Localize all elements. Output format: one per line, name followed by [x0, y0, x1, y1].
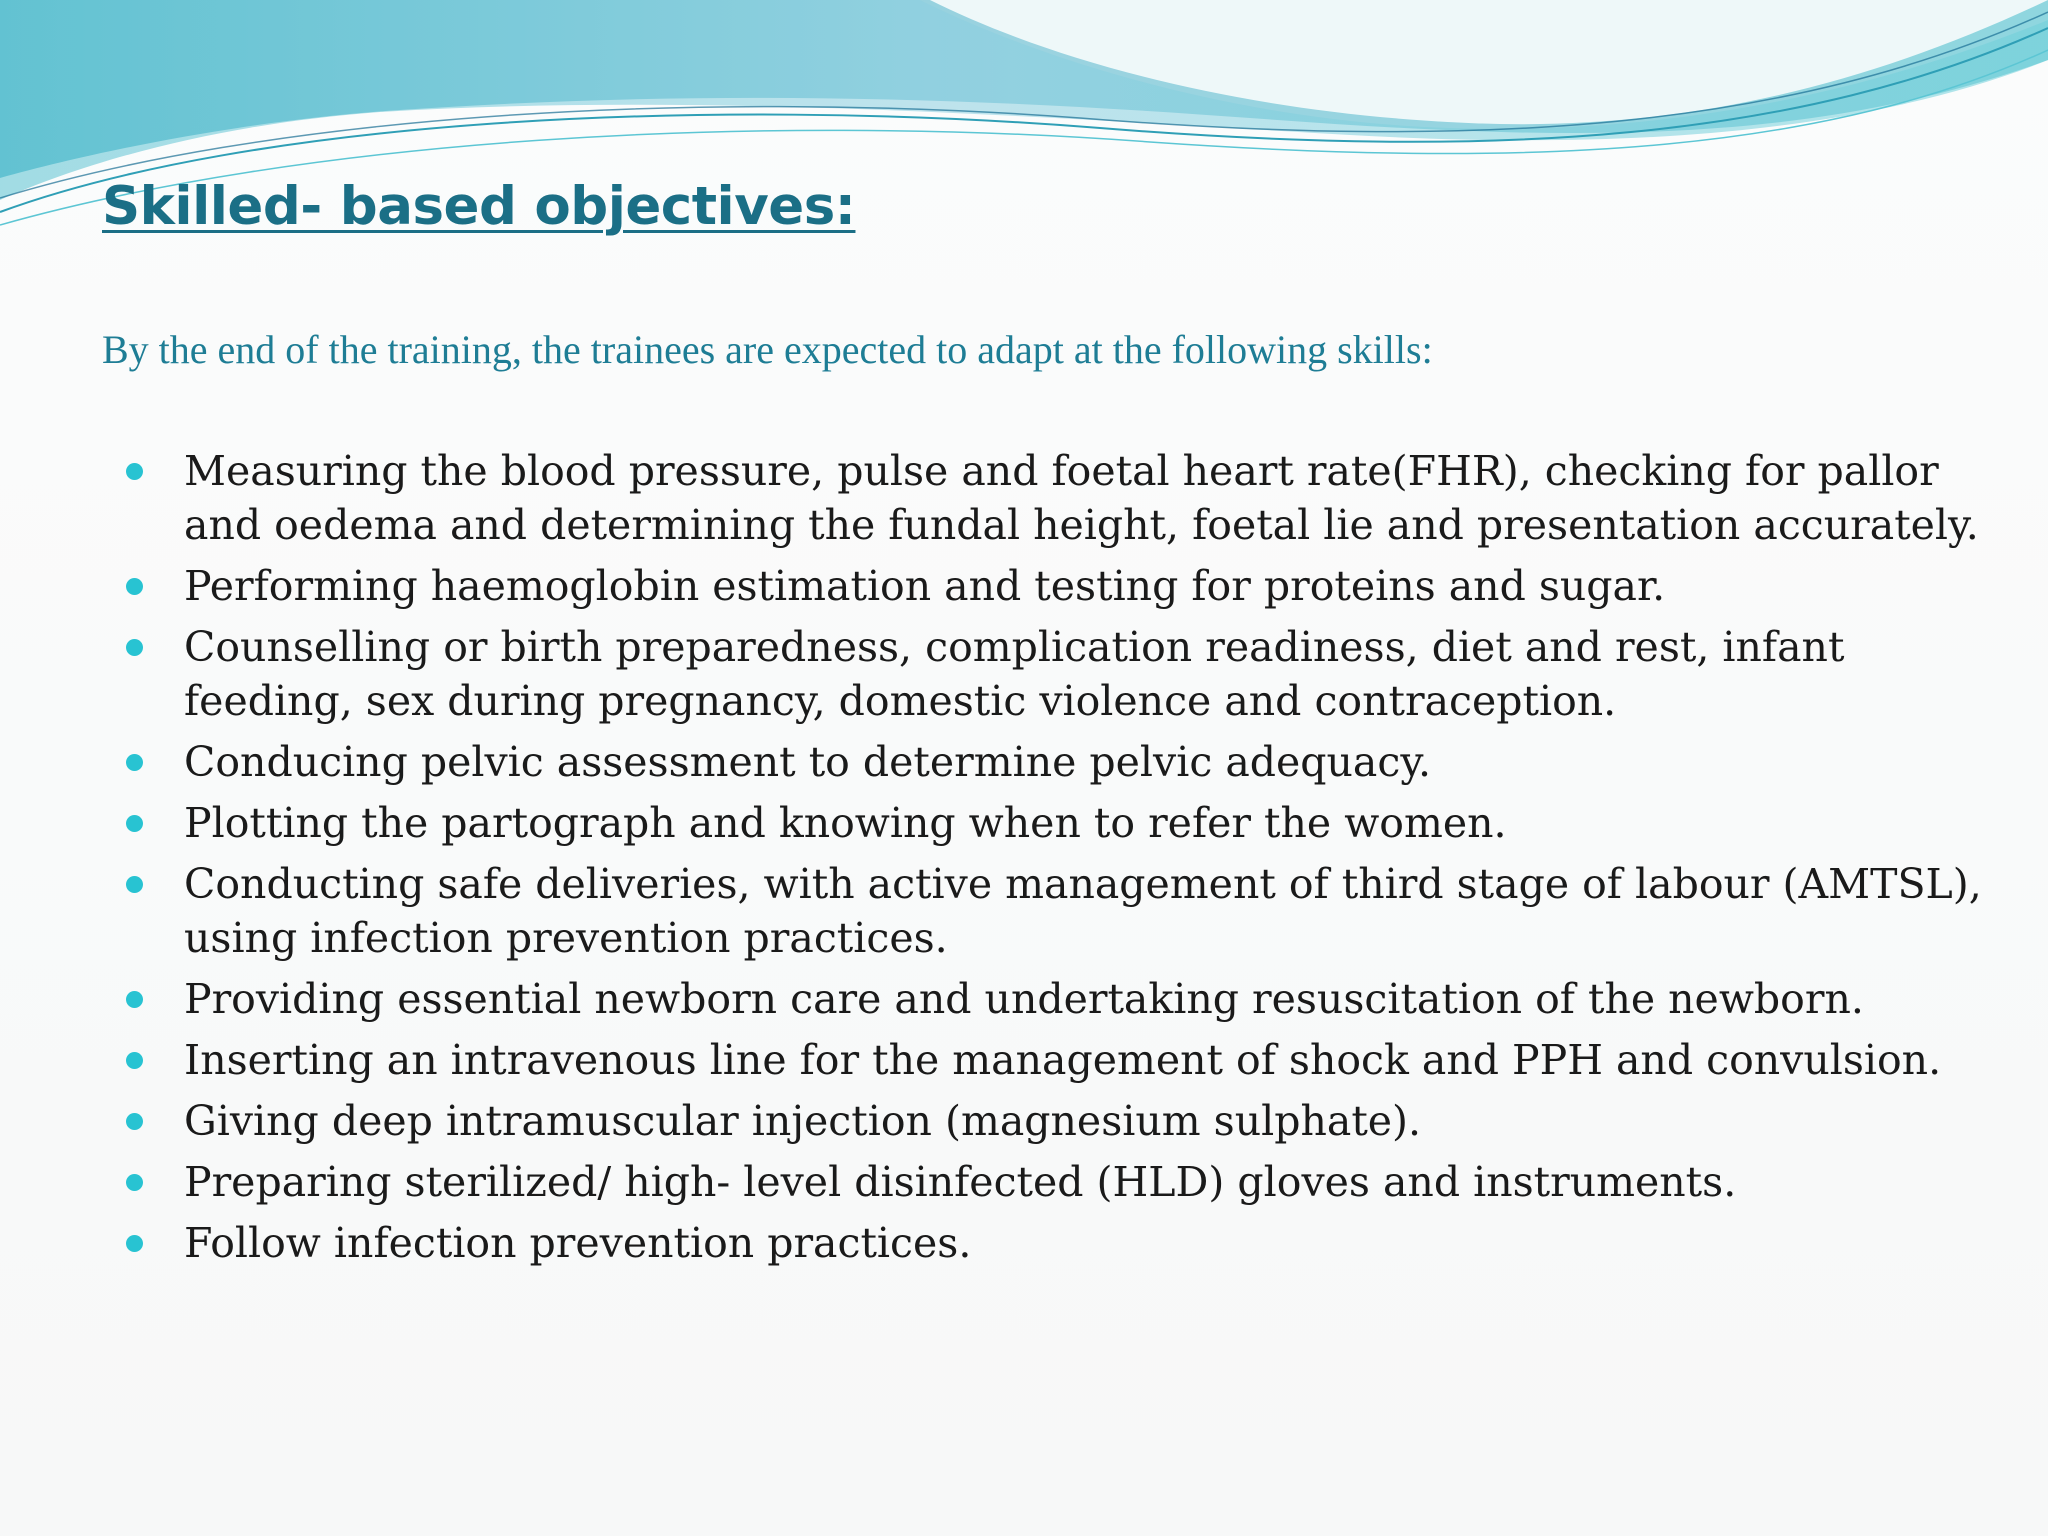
skill-text: Performing haemoglobin estimation and testing for proteins and sugar.: [184, 562, 1666, 610]
skill-text: Plotting the partograph and knowing when to refer the women.: [184, 799, 1507, 847]
bullet-dot-icon: [126, 1235, 143, 1252]
skill-item-11: [120, 1216, 2000, 1270]
skill-item-7: [120, 972, 2000, 1026]
bullet-dot-icon: [126, 578, 143, 595]
bullet-dot-icon: [126, 815, 143, 832]
bullet-dot-icon: [126, 754, 143, 771]
skill-text: Giving deep intramuscular injection (magnesium sulphate).: [184, 1097, 1422, 1145]
skill-text: Providing essential newborn care and undertaking resuscitation of the newborn.: [184, 975, 1864, 1023]
skill-item-5: [120, 796, 2000, 850]
bullet-dot-icon: [126, 876, 143, 893]
bullet-dot-icon: [126, 1174, 143, 1191]
skill-item-4: [120, 735, 2000, 789]
skill-item-9: [120, 1094, 2000, 1148]
skill-text: Follow infection prevention practices.: [184, 1219, 972, 1267]
slide-title: Skilled- based objectives:: [102, 176, 856, 237]
bullet-dot-icon: [126, 639, 143, 656]
skills-list: [120, 444, 2000, 1277]
skill-item-6: [120, 857, 2000, 965]
skill-item-10: [120, 1155, 2000, 1209]
bullet-dot-icon: [126, 463, 143, 480]
skill-text: Conducting safe deliveries, with active management of third stage of labour (AMTSL), using infection prevention practices.: [184, 860, 1982, 962]
skill-text: Measuring the blood pressure, pulse and foetal heart rate(FHR), checking for pallor and oedema and determining the fundal height, foetal lie and presentation accurately.: [184, 447, 1979, 549]
bullet-dot-icon: [126, 1113, 143, 1130]
slide-subtitle: By the end of the training, the trainees are expected to adapt at the following skills:: [102, 327, 1433, 372]
skill-text: Inserting an intravenous line for the management of shock and PPH and convulsion.: [184, 1036, 1942, 1084]
skill-item-1: [120, 444, 2000, 552]
skill-text: Counselling or birth preparedness, complication readiness, diet and rest, infant feeding, sex during pregnancy, domestic violence and contraception.: [184, 623, 1845, 725]
skill-item-8: [120, 1033, 2000, 1087]
skill-item-2: [120, 559, 2000, 613]
bullet-dot-icon: [126, 1052, 143, 1069]
bullet-dot-icon: [126, 991, 143, 1008]
skill-item-3: [120, 620, 2000, 728]
skill-text: Conducing pelvic assessment to determine pelvic adequacy.: [184, 738, 1432, 786]
skill-text: Preparing sterilized/ high- level disinfected (HLD) gloves and instruments.: [184, 1158, 1737, 1206]
